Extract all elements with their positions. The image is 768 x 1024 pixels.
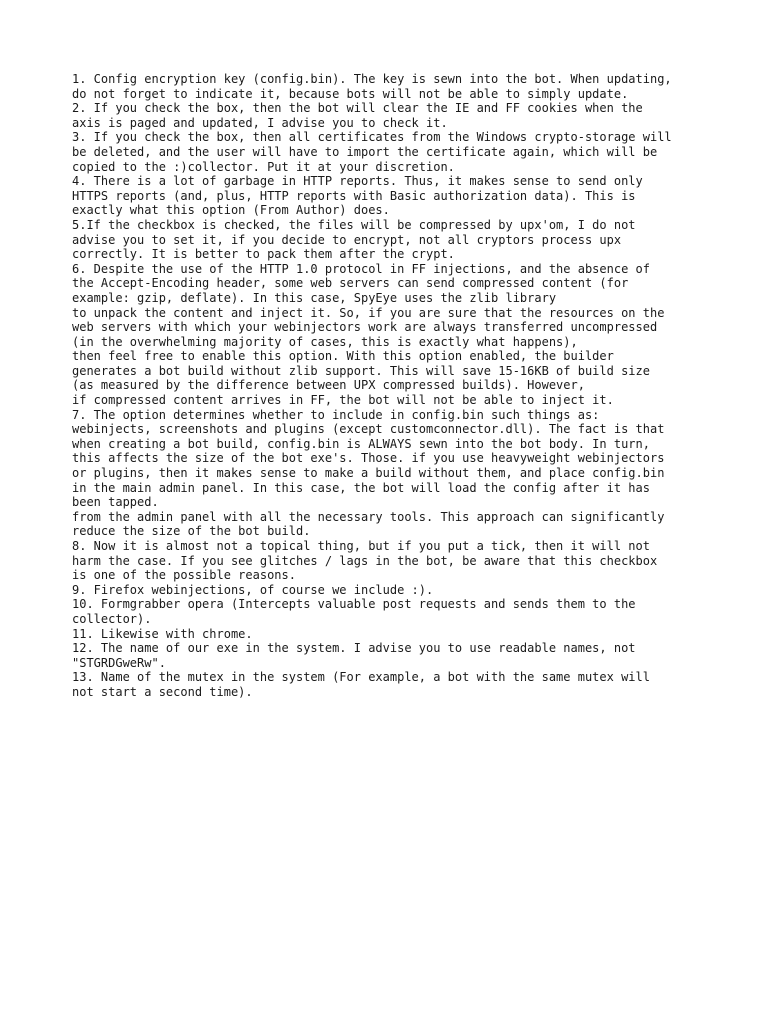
- text-line: or plugins, then it makes sense to make a build without them, and place config.bin: [72, 466, 665, 481]
- text-line: if compressed content arrives in FF, the bot will not be able to inject it.: [72, 393, 614, 408]
- text-line: do not forget to indicate it, because bots will not be able to simply update.: [72, 86, 629, 101]
- text-line: example: gzip, deflate). In this case, SpyEye uses the zlib library: [72, 290, 557, 305]
- text-line: been tapped.: [72, 495, 159, 510]
- text-line: in the main admin panel. In this case, the bot will load the config after it has: [72, 480, 650, 495]
- text-line: 3. If you check the box, then all certificates from the Windows crypto-storage will: [72, 130, 672, 145]
- text-line: 7. The option determines whether to include in config.bin such things as:: [72, 407, 600, 422]
- text-line: this affects the size of the bot exe's. Those. if you use heavyweight webinjectors: [72, 451, 665, 466]
- text-line: 2. If you check the box, then the bot will clear the IE and FF cookies when the: [72, 101, 643, 116]
- text-line: HTTPS reports (and, plus, HTTP reports with Basic authorization data). This is: [72, 188, 636, 203]
- text-line: (in the overwhelming majority of cases, this is exactly what happens),: [72, 334, 578, 349]
- text-line: to unpack the content and inject it. So, if you are sure that the resources on the: [72, 305, 665, 320]
- text-line: 6. Despite the use of the HTTP 1.0 protocol in FF injections, and the absence of: [72, 261, 650, 276]
- text-line: collector).: [72, 611, 152, 626]
- text-line: from the admin panel with all the necessary tools. This approach can significantly: [72, 509, 665, 524]
- text-line: 12. The name of our exe in the system. I advise you to use readable names, not: [72, 641, 636, 656]
- text-line: 5.If the checkbox is checked, the files will be compressed by upx'om, I do not: [72, 217, 636, 232]
- text-line: 11. Likewise with chrome.: [72, 626, 253, 641]
- text-line: exactly what this option (From Author) does.: [72, 203, 390, 218]
- text-line: 13. Name of the mutex in the system (For example, a bot with the same mutex will: [72, 670, 650, 685]
- text-line: axis is paged and updated, I advise you to check it.: [72, 115, 448, 130]
- text-line: "STGRDGweRw".: [72, 655, 166, 670]
- text-line: is one of the possible reasons.: [72, 568, 296, 583]
- text-line: copied to the :)collector. Put it at your discretion.: [72, 159, 455, 174]
- text-line: harm the case. If you see glitches / lags in the bot, be aware that this checkbox: [72, 553, 658, 568]
- text-line: 8. Now it is almost not a topical thing, but if you put a tick, then it will not: [72, 539, 650, 553]
- text-line: webinjects, screenshots and plugins (except customconnector.dll). The fact is that: [72, 422, 665, 437]
- text-line: reduce the size of the bot build.: [72, 524, 311, 539]
- text-line: advise you to set it, if you decide to encrypt, not all cryptors process upx: [72, 232, 622, 247]
- text-line: the Accept-Encoding header, some web servers can send compressed content (for: [72, 276, 629, 291]
- text-line: correctly. It is better to pack them after the crypt.: [72, 247, 455, 262]
- text-line: then feel free to enable this option. With this option enabled, the builder: [72, 349, 614, 364]
- text-line: generates a bot build without zlib support. This will save 15-16KB of build size: [72, 363, 650, 378]
- text-line: not start a second time).: [72, 684, 253, 699]
- document-body: [72, 72, 712, 700]
- text-line: 4. There is a lot of garbage in HTTP reports. Thus, it makes sense to send only: [72, 174, 643, 189]
- text-line: 9. Firefox webinjections, of course we include :).: [72, 582, 434, 597]
- text-line: when creating a bot build, config.bin is ALWAYS sewn into the bot body. In turn,: [72, 436, 650, 451]
- text-line: 10. Formgrabber opera (Intercepts valuable post requests and sends them to the: [72, 597, 636, 612]
- text-line: (as measured by the difference between UPX compressed builds). However,: [72, 378, 585, 393]
- text-line: web servers with which your webinjectors work are always transferred uncompressed: [72, 320, 658, 335]
- text-line: 1. Config encryption key (config.bin). The key is sewn into the bot. When updating,: [72, 72, 672, 86]
- text-line: be deleted, and the user will have to import the certificate again, which will be: [72, 144, 658, 159]
